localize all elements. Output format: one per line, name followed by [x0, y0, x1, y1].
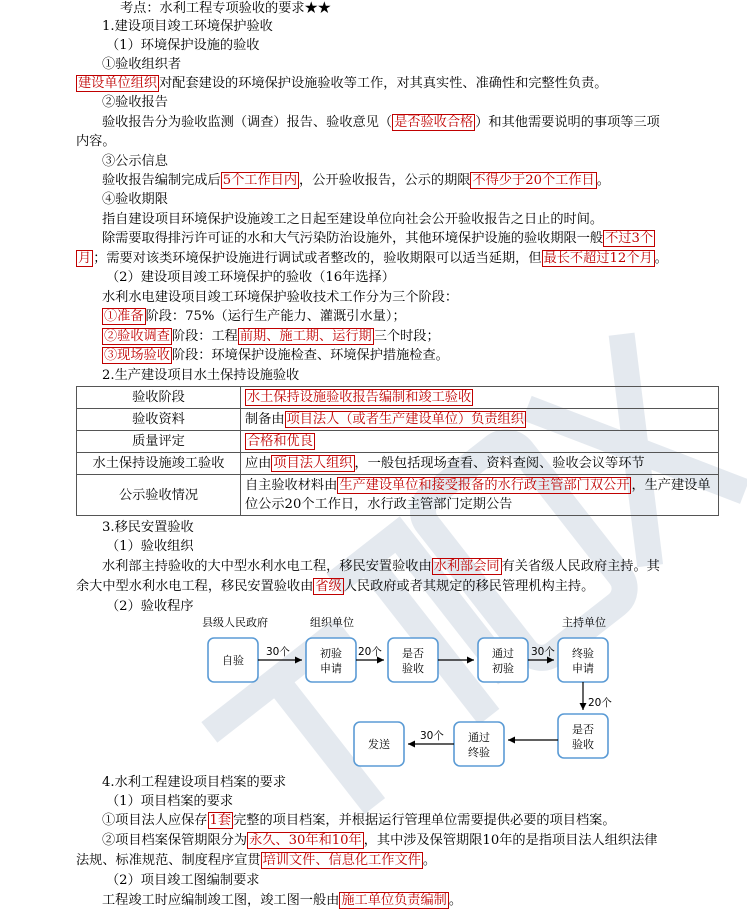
highlight: 合格和优良	[247, 434, 313, 449]
text: 人民政府或者其规定的移民管理机构主持。	[343, 579, 595, 594]
acceptance-flowchart	[196, 612, 626, 774]
highlight: 施工单位负责编制	[341, 893, 447, 908]
report-text-cont: 内容。	[76, 134, 116, 149]
text: 自主验收材料由	[245, 478, 338, 493]
highlight: 永久、30年和10年	[249, 833, 362, 848]
highlight: 是否验收合格	[394, 115, 474, 130]
node-label: 验收	[572, 738, 594, 751]
highlight: ②验收调查	[104, 329, 170, 344]
edge-label: 20个	[358, 646, 382, 658]
edge-label: 20个	[588, 697, 612, 709]
text: 。	[596, 173, 610, 188]
row-key: 质量评定	[77, 431, 241, 453]
text: ）和其他需要说明的事项等三项	[475, 115, 660, 130]
highlight: 项目法人（或者生产建设单位）负责组织	[286, 412, 524, 427]
table-row	[77, 453, 719, 475]
organizer-title: ①验收组织者	[102, 57, 182, 72]
publicity-title: ③公示信息	[102, 154, 168, 169]
soil-conservation-table	[76, 386, 719, 516]
highlight: 最长不超过12个月	[543, 251, 653, 266]
highlight: 5个工作日内	[222, 173, 298, 188]
text: 余大中型水利水电工程，移民安置验收由	[76, 579, 314, 594]
highlight: 省级	[315, 579, 342, 594]
stage-1	[102, 307, 721, 326]
highlight: 不过3个	[605, 231, 654, 246]
highlight: 生产建设单位和接受报备的水行政主管部门双公开	[339, 478, 630, 493]
archive-text-3	[76, 851, 721, 870]
node-label: 终验	[572, 647, 594, 660]
stage-2	[102, 327, 721, 346]
text: 三个时段；	[373, 329, 440, 344]
section-1-title: 1.建设项目竣工环境保护验收	[102, 19, 273, 34]
row-key: 公示验收情况	[77, 475, 241, 516]
flow-node	[558, 638, 608, 682]
node-label: 发送	[368, 738, 390, 751]
node-label: 初验	[320, 647, 342, 660]
organizer-text	[76, 74, 721, 93]
text: 完整的项目档案，并根据运行管理单位需要提供必要的项目档案。	[233, 813, 616, 828]
period-title: ④验收期限	[102, 192, 168, 207]
text: ，一般包括现场查看、资料查阅、验收会议等环节	[354, 456, 645, 471]
period-text-3	[76, 249, 721, 268]
stage-3	[102, 346, 721, 365]
text: 有关省级人民政府主持。其	[501, 559, 660, 574]
period-text: 指自建设项目环境保护设施竣工之日起至建设单位向社会公开验收报告之日止的时间。	[102, 212, 604, 227]
section-1-1-title: （1）环境保护设施的验收	[106, 38, 260, 53]
archive-text-2	[102, 831, 721, 850]
node-label: 通过	[492, 647, 514, 660]
text: 验收报告编制完成后	[102, 173, 221, 188]
section-4-title: 4.水利工程建设项目档案的要求	[102, 775, 287, 790]
report-title: ②验收报告	[102, 95, 168, 110]
node-label: 申请	[320, 662, 342, 675]
table-row	[77, 387, 719, 409]
node-label: 终验	[468, 746, 490, 759]
highlight: 水利部会同	[433, 559, 500, 574]
row-key: 水土保持设施竣工验收	[77, 453, 241, 475]
text: 阶段：75%（运行生产能力、灌溉引水量）；	[145, 309, 406, 324]
section-3-title: 3.移民安置验收	[102, 520, 194, 535]
row-value	[241, 453, 719, 475]
highlight: 项目法人组织	[273, 456, 353, 471]
text: 水利部主持验收的大中型水利水电工程，移民安置验收由	[102, 559, 432, 574]
page-title: 考点：水利工程专项验收的要求★★	[120, 1, 331, 16]
highlight: 培训文件、信息化工作文件	[262, 853, 421, 868]
text: 制备由	[245, 412, 285, 427]
resettlement-text-1	[102, 557, 721, 576]
period-text-2	[102, 229, 721, 248]
flow-node	[478, 638, 528, 682]
node-label: 是否	[402, 647, 424, 660]
flow-node	[306, 638, 356, 682]
table-row	[77, 431, 719, 453]
flow-node	[388, 638, 438, 682]
text: 法规、标准规范、制度程序宣贯	[76, 853, 261, 868]
row-key: 验收阶段	[77, 387, 241, 409]
text: ；需要对该类环境保护设施进行调试或者整改的，验收期限可以适当延期，但	[93, 251, 542, 266]
text: 验收报告分为验收监测（调查）报告、验收意见（	[102, 115, 393, 130]
section-4-2-title: （2）项目竣工图编制要求	[106, 873, 260, 888]
node-label: 初验	[492, 662, 514, 675]
publicity-text	[102, 171, 721, 190]
flow-node	[558, 714, 608, 758]
text: ②项目档案保管期限分为	[102, 833, 248, 848]
column-label: 县级人民政府	[202, 616, 268, 629]
resettlement-text-2	[76, 577, 721, 596]
edge-label: 30个	[266, 646, 290, 658]
section-3-2-title: （2）验收程序	[106, 599, 194, 614]
node-label: 申请	[572, 662, 594, 675]
text: 阶段：工程	[171, 329, 238, 344]
text: ，生产建设单位公示20个工作日，水行政主管部门定期公告	[245, 478, 711, 512]
node-label: 验收	[402, 662, 424, 675]
section-4-1-title: （1）项目档案的要求	[106, 794, 234, 809]
text: 除需要取得排污许可证的水和大气污染防治设施外，其他环境保护设施的验收期限一般	[102, 231, 604, 246]
table-row	[77, 475, 719, 516]
highlight: 月	[78, 251, 92, 266]
edge-label: 30个	[531, 646, 555, 658]
node-label: 通过	[468, 731, 490, 744]
stages-intro: 水利水电建设项目竣工环境保护验收技术工作分为三个阶段：	[102, 290, 459, 305]
table-row	[77, 409, 719, 431]
row-value	[241, 431, 719, 453]
text: ①项目法人应保存	[102, 813, 208, 828]
text: ，公开验收报告，公示的期限	[299, 173, 471, 188]
highlight: 水土保持设施验收报告编制和竣工验收	[247, 390, 472, 405]
node-label: 是否	[572, 723, 594, 736]
text: 。	[654, 251, 668, 266]
node-label: 自验	[222, 654, 244, 667]
highlight: ③现场验收	[104, 348, 170, 363]
section-2-title: 2.生产建设项目水土保持设施验收	[102, 368, 300, 383]
row-value	[241, 387, 719, 409]
row-key: 验收资料	[77, 409, 241, 431]
highlight: 不得少于20个工作日	[472, 173, 595, 188]
text: 。	[422, 853, 437, 868]
text: 阶段：环境保护设施检查、环境保护措施检查。	[171, 348, 449, 363]
highlight: 前期、施工期、运行期	[239, 329, 372, 344]
archive-text-1	[102, 811, 721, 830]
row-value	[241, 409, 719, 431]
row-value	[241, 475, 719, 516]
text: 应由	[245, 456, 272, 471]
highlight: 建设单位组织	[78, 76, 158, 91]
highlight: ①准备	[104, 309, 144, 324]
completion-drawing-text	[102, 891, 721, 910]
column-label: 组织单位	[310, 616, 354, 629]
text: ，其中涉及保管期限10年的是指项目法人组织法律	[363, 833, 658, 848]
flow-node	[454, 722, 504, 766]
report-text	[102, 113, 721, 132]
highlight: 1套	[209, 813, 232, 828]
text: 。	[448, 893, 463, 908]
column-label: 主持单位	[562, 616, 606, 629]
section-1-2-title: （2）建设项目竣工环境保护的验收（16年选择）	[106, 270, 395, 285]
text: 对配套建设的环境保护设施验收等工作，对其真实性、准确性和完整性负责。	[159, 76, 608, 91]
section-3-1-title: （1）验收组织	[106, 539, 194, 554]
edge-label: 30个	[420, 730, 444, 742]
text: 工程竣工时应编制竣工图，竣工图一般由	[102, 893, 340, 908]
